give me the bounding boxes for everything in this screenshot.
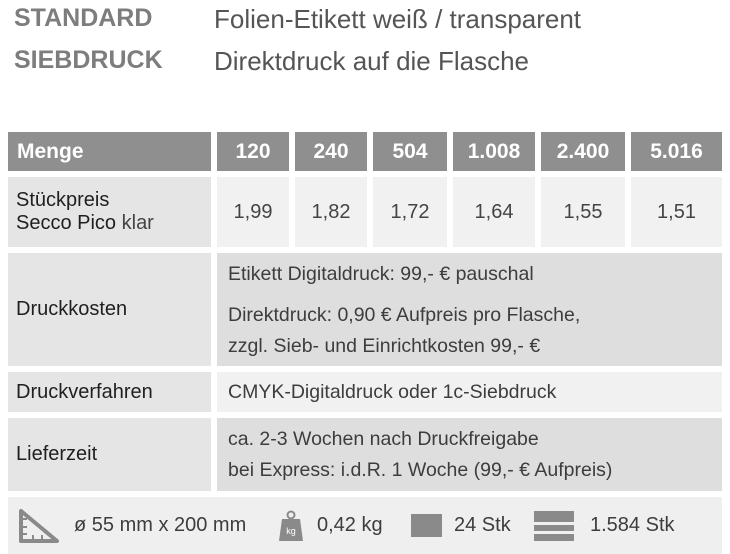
- druckkosten-value: [217, 253, 722, 366]
- product-variant: klar: [116, 212, 154, 234]
- header-quantity: 120: [217, 132, 289, 171]
- product-name: Secco Pico: [16, 212, 117, 234]
- druckverfahren-value: CMYK-Digitaldruck oder 1c-Siebdruck: [217, 372, 722, 412]
- druckverfahren-label: Druckverfahren: [8, 372, 211, 412]
- header-menge: [8, 132, 211, 171]
- lieferzeit-line: ca. 2-3 Wochen nach Druckfreigabe: [228, 428, 539, 450]
- dimensions-value: ø 55 mm x 200 mm: [74, 514, 247, 536]
- price-row-label: [8, 177, 211, 247]
- footer-specs: [8, 497, 722, 554]
- price-value: 1,99: [217, 177, 289, 247]
- weight-icon: [278, 497, 304, 554]
- ruler-triangle-icon: [18, 497, 60, 554]
- header-quantity: 2.400: [541, 132, 625, 171]
- carton-icon: [411, 497, 442, 554]
- pallet-value: 1.584 Stk: [590, 514, 675, 536]
- header-label: Menge: [17, 139, 84, 163]
- druckkosten-line: Direktdruck: 0,90 € Aufpreis pro Flasche,: [228, 304, 581, 326]
- header-quantity: 504: [373, 132, 447, 171]
- variant-description: Direktdruck auf die Flasche: [214, 46, 530, 76]
- druckkosten-label: Druckkosten: [8, 253, 211, 366]
- pallet-icon: [534, 497, 574, 554]
- variant-name: STANDARD: [14, 4, 153, 32]
- variant-description: Folien-Etikett weiß / transparent: [214, 4, 582, 34]
- price-value: 1,64: [453, 177, 535, 247]
- lieferzeit-line: bei Express: i.d.R. 1 Woche (99,- € Aufpreis): [228, 459, 613, 481]
- price-value: 1,72: [373, 177, 447, 247]
- price-value: 1,51: [631, 177, 722, 247]
- price-label-line2: [16, 212, 154, 235]
- weight-value: 0,42 kg: [317, 514, 383, 536]
- price-value: 1,82: [295, 177, 367, 247]
- lieferzeit-value: [217, 418, 722, 491]
- weight-icon-text: kg: [286, 525, 296, 536]
- variant-name: SIEBDRUCK: [14, 46, 163, 74]
- lieferzeit-label: Lieferzeit: [8, 418, 211, 491]
- price-label-line1: Stückpreis: [16, 189, 110, 211]
- druckkosten-line: Etikett Digitaldruck: 99,- € pauschal: [228, 263, 534, 285]
- header-quantity: 240: [295, 132, 367, 171]
- header-quantity: 5.016: [631, 132, 722, 171]
- price-value: 1,55: [541, 177, 625, 247]
- header-quantity: 1.008: [453, 132, 535, 171]
- carton-value: 24 Stk: [454, 514, 511, 536]
- druckkosten-line: zzgl. Sieb- und Einrichtkosten 99,- €: [228, 335, 541, 357]
